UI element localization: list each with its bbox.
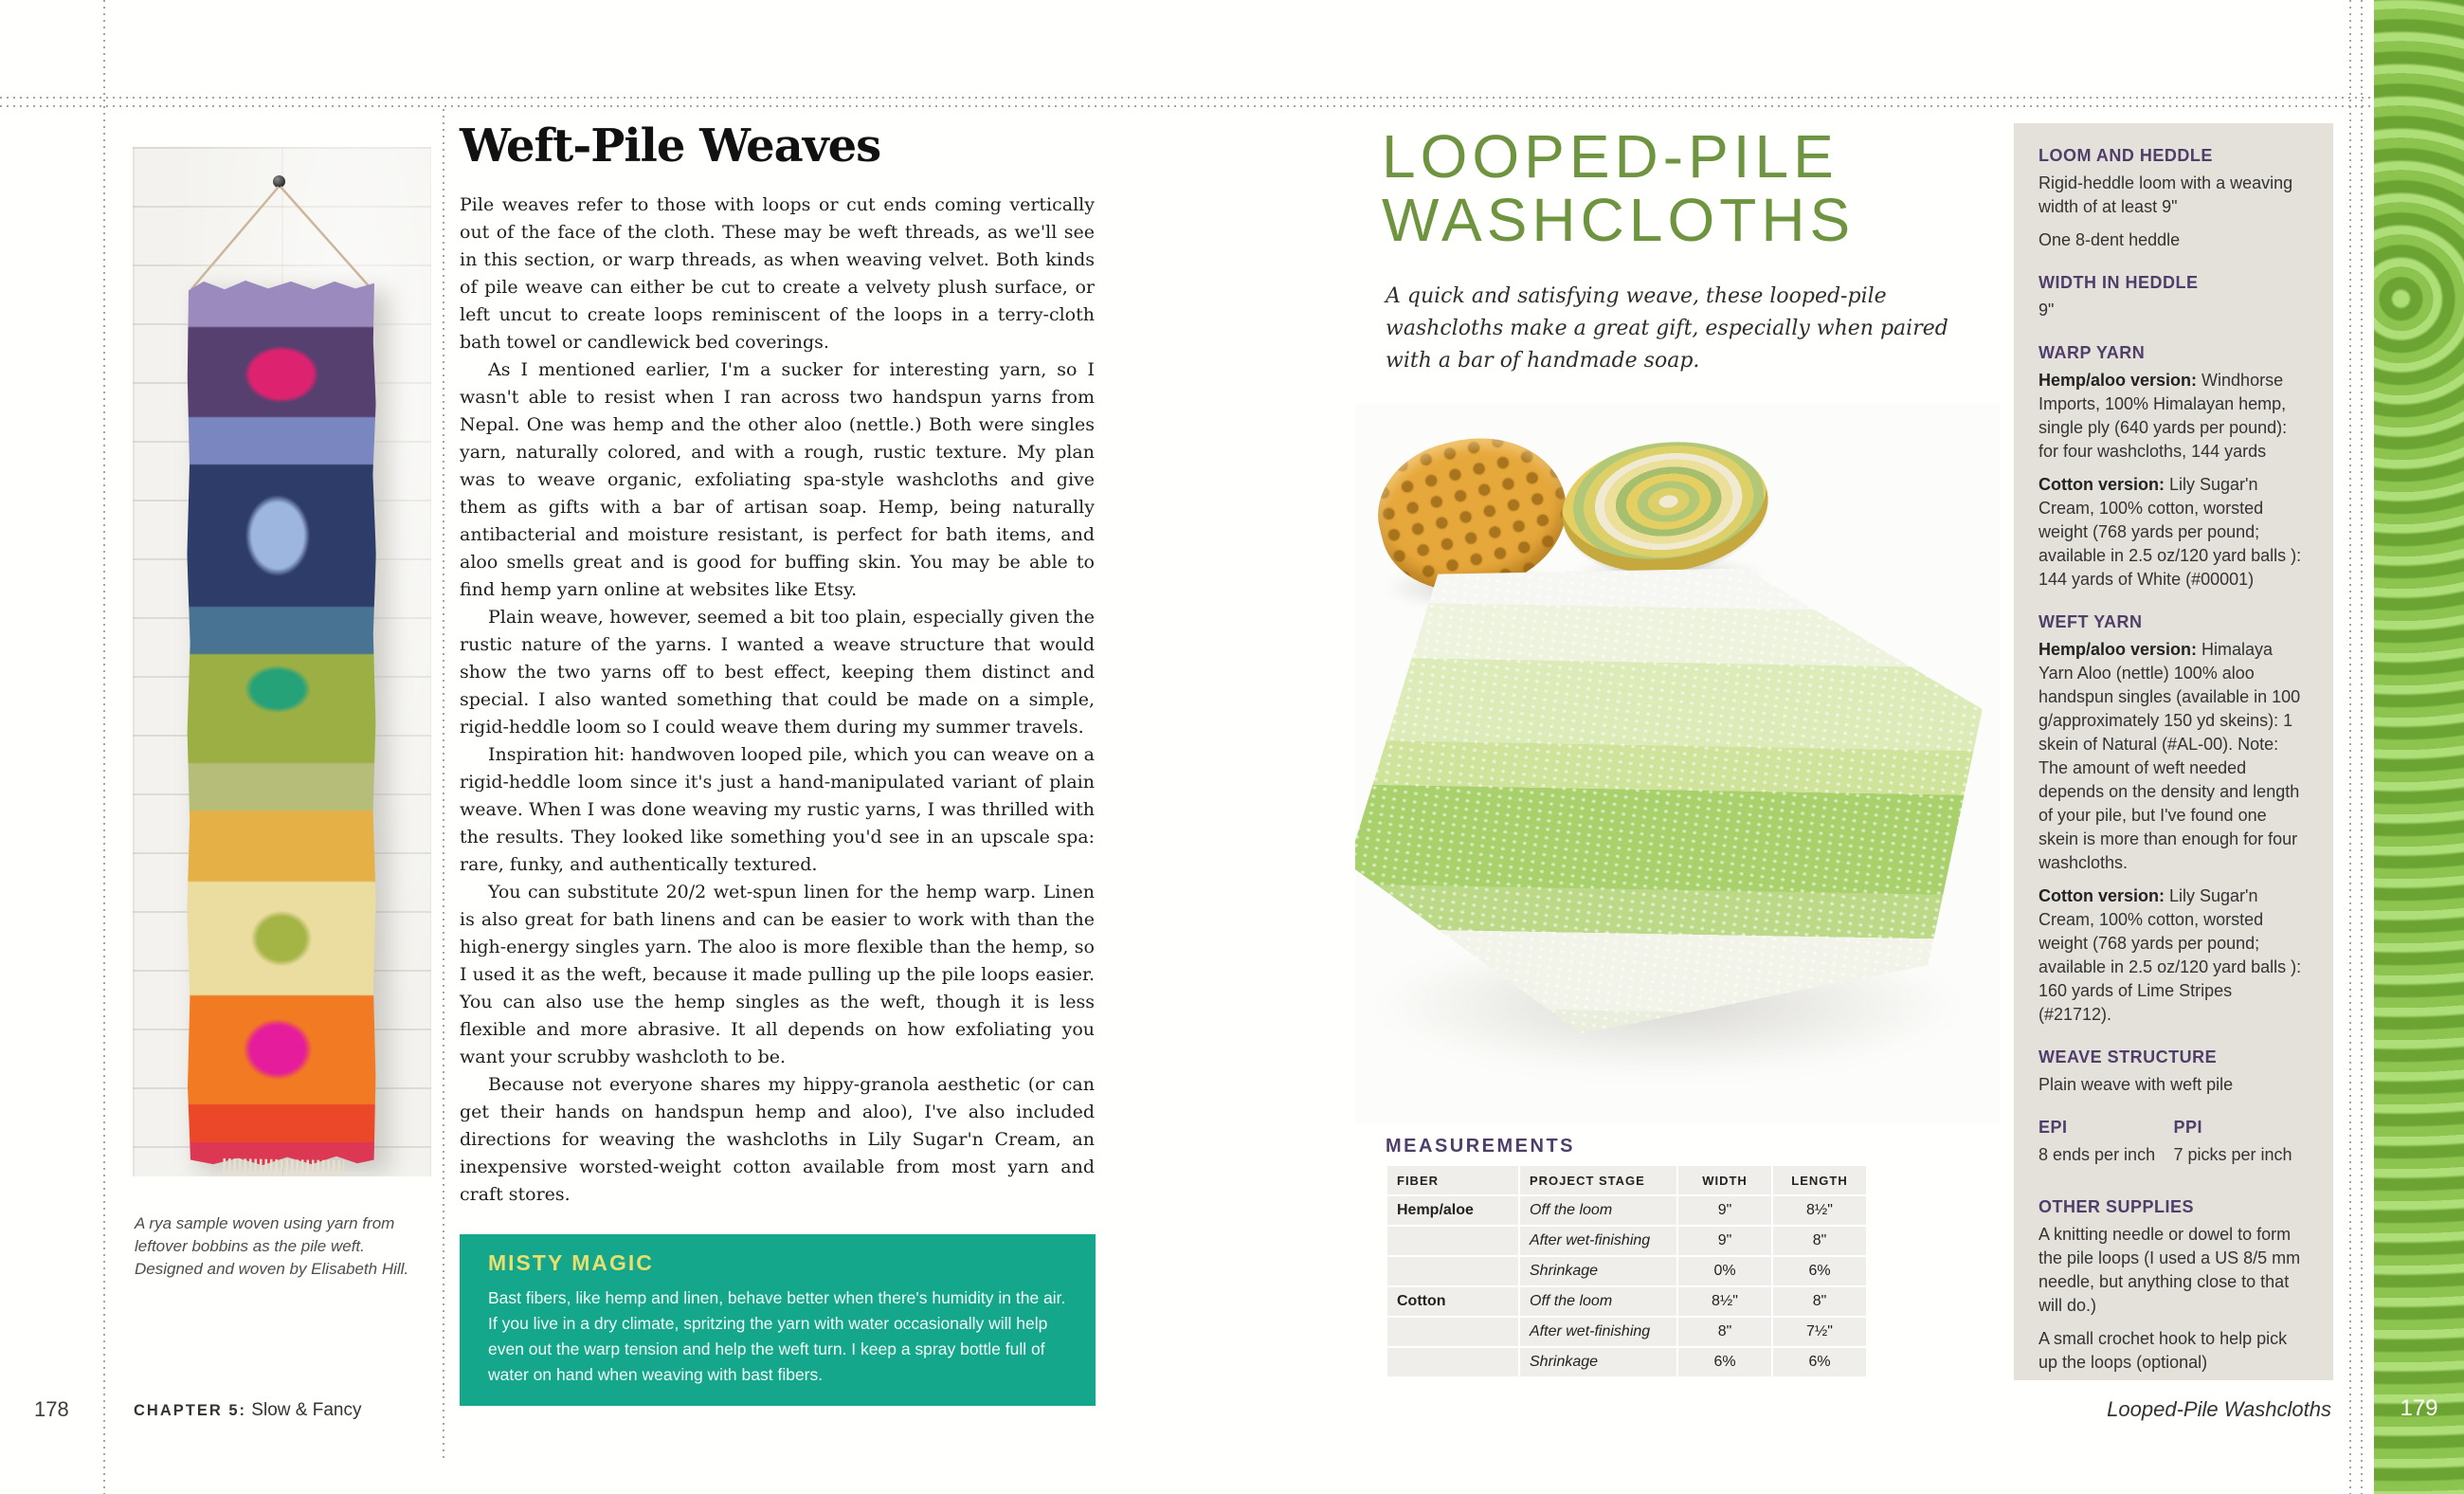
table-cell: 6% — [1773, 1257, 1866, 1285]
sidebar-text: 7 picks per inch — [2173, 1145, 2292, 1164]
photo-caption: A rya sample woven using yarn from leftover bobbins as the pile weft. Designed and woven by Elisabeth Hill. — [135, 1214, 409, 1278]
table-cell: 8" — [1773, 1227, 1866, 1255]
table-column-header: PROJECT STAGE — [1520, 1166, 1676, 1194]
guide-line-horizontal — [0, 97, 2464, 99]
project-title-line2: WASHCLOTHS — [1382, 186, 1856, 254]
table-cell: 7½" — [1773, 1318, 1866, 1346]
article — [460, 119, 1095, 1209]
article-paragraph: You can substitute 20/2 wet-spun linen for the hemp warp. Linen is also great for bath linens and can be easier to work with than the high-energy singles yarn. The aloo is more flexible than the hemp, so I used it as the weft, because it made pulling up the pile loops easier. You can also use the hemp singles as the weft, though it is less flexible and more abrasive. It all depends on how exfoliating you want your scrubby washcloth to be. — [460, 882, 1095, 1067]
table-row — [1387, 1348, 1866, 1376]
guide-line-horizontal — [0, 105, 2464, 107]
table-cell — [1387, 1257, 1518, 1285]
sidebar-pair-column — [2174, 1118, 2310, 1176]
sidebar-heading: LOOM AND HEDDLE — [2038, 146, 2213, 165]
page-number-right: 179 — [2400, 1395, 2438, 1421]
sidebar-text: Hemp/aloo version: Windhorse Imports, 100% Himalayan hemp, single ply (640 yards per pound): for four washcloths, 144 yards — [2038, 371, 2288, 461]
knit-texture-strip — [2374, 0, 2464, 1494]
sidebar-heading: WARP YARN — [2038, 343, 2146, 362]
table-cell: 6% — [1773, 1348, 1866, 1376]
guide-line-vertical — [2361, 0, 2363, 1494]
table-row — [1387, 1196, 1866, 1225]
table-cell — [1387, 1318, 1518, 1346]
table-cell: 8" — [1678, 1318, 1771, 1346]
guide-line-vertical — [443, 109, 444, 1460]
guide-line-vertical — [2349, 0, 2351, 1494]
sidebar-text: 8 ends per inch — [2038, 1145, 2156, 1164]
sidebar-heading: EPI — [2038, 1118, 2068, 1137]
sidebar-text: Cotton version: Lily Sugar'n Cream, 100% cotton, worsted weight (768 yards per pound; available in 2.5 oz/120 yard balls ): 144 yards of White (#00001) — [2038, 475, 2302, 589]
table-cell: Cotton — [1387, 1287, 1518, 1316]
sidebar-text: Rigid-heddle loom with a weaving width of at least 9" — [2038, 173, 2293, 216]
tip-callout — [460, 1234, 1096, 1406]
callout-body: Bast fibers, like hemp and linen, behave better when there's humidity in the air. If you live in a dry climate, spritzing the yarn with water occasionally will help even out the warp tension and help the weft turn. I keep a spray bottle full of water on hand when weaving with bast fibers. — [488, 1288, 1066, 1384]
article-body — [460, 191, 1095, 1209]
project-title — [1382, 122, 1856, 254]
epi-ppi-row — [2038, 1118, 2309, 1176]
project-title-line1: LOOPED-PILE — [1382, 122, 1839, 191]
table-row — [1387, 1318, 1866, 1346]
sidebar-section — [2038, 273, 2309, 322]
table-cell: 0% — [1678, 1257, 1771, 1285]
table-column-header: LENGTH — [1773, 1166, 1866, 1194]
table-row — [1387, 1227, 1866, 1255]
table-cell — [1387, 1227, 1518, 1255]
sidebar-section — [2038, 343, 2309, 592]
sidebar-heading: WEFT YARN — [2038, 612, 2143, 631]
table-row — [1387, 1287, 1866, 1316]
table-header-row — [1387, 1166, 1866, 1194]
sidebar-section — [2038, 1048, 2309, 1097]
sidebar-text: Hemp/aloo version: Himalaya Yarn Aloo (nettle) 100% aloo handspun singles (available in 100 g/approximately 150 yd skeins): 1 skein of Natural (#AL-00). Note: The amount of weft needed depends on the density and length of your pile, but I've found one skein is more than enough for four washcloths. — [2038, 640, 2301, 872]
sidebar-text: One 8-dent heddle — [2038, 230, 2181, 249]
article-title: Weft-Pile Weaves — [460, 119, 881, 173]
running-footer-left — [134, 1400, 361, 1421]
table-row — [1387, 1257, 1866, 1285]
table-cell: 8" — [1773, 1287, 1866, 1316]
table-body — [1387, 1196, 1866, 1376]
table-cell: After wet-finishing — [1520, 1318, 1676, 1346]
table-cell: Shrinkage — [1520, 1257, 1676, 1285]
sidebar-text: Plain weave with weft pile — [2038, 1075, 2234, 1094]
sidebar-heading: WEAVE STRUCTURE — [2038, 1048, 2218, 1066]
sidebar-heading: WIDTH IN HEDDLE — [2038, 273, 2199, 292]
sidebar-section — [2038, 612, 2309, 1027]
project-subtitle: A quick and satisfying weave, these looped-pile washcloths make a great gift, especially when paired with a bar of handmade soap. — [1386, 284, 1948, 373]
table-cell: 9" — [1678, 1196, 1771, 1225]
table-cell — [1387, 1348, 1518, 1376]
article-paragraph: Plain weave, however, seemed a bit too plain, especially given the rustic nature of the yarns. I wanted a weave structure that would show the two yarns off to best effect, keeping them distinct and special. I also wanted something that could be made on a simple, rigid-heddle loom so I could weave them during my summer travels. — [460, 607, 1095, 738]
rya-sample-photo — [133, 147, 431, 1176]
sidebar-text: A knitting needle or dowel to form the pile loops (I used a US 8/5 mm needle, but anything close to that will do.) — [2038, 1225, 2301, 1315]
table-cell: Shrinkage — [1520, 1348, 1676, 1376]
sidebar-section — [2038, 1118, 2309, 1176]
rya-weaving — [187, 280, 376, 1166]
project-sidebar — [2014, 123, 2333, 1380]
article-paragraph: As I mentioned earlier, I'm a sucker for interesting yarn, so I wasn't able to resist when I ran across two handspun yarns from Nepal. One was hemp and the other aloo (nettle.) Both were singles yarn, naturally colored, and with a rough, rustic texture. My plan was to weave organic, exfoliating spa-style washcloths and give them as gifts with a bar of artisan soap. Hemp, being naturally antibacterial and moisture resistant, is perfect for bath items, and aloo smells great and is good for buffing skin. You may be able to find hemp yarn online at websites like Etsy. — [460, 359, 1095, 600]
measurements-heading: MEASUREMENTS — [1386, 1136, 1576, 1157]
sidebar-text: A small crochet hook to help pick up the loops (optional) — [2038, 1329, 2288, 1372]
table-cell: 8½" — [1773, 1196, 1866, 1225]
table-column-header: WIDTH — [1678, 1166, 1771, 1194]
sidebar-text: Cotton version: Lily Sugar'n Cream, 100% cotton, worsted weight (768 yards per pound; available in 2.5 oz/120 yard balls ): 160 yards of Lime Stripes (#21712). — [2038, 886, 2302, 1024]
sidebar-heading: OTHER SUPPLIES — [2038, 1197, 2195, 1216]
table-cell: 8½" — [1678, 1287, 1771, 1316]
washcloth-photo — [1355, 403, 2000, 1123]
table-cell: After wet-finishing — [1520, 1227, 1676, 1255]
table-column-header: FIBER — [1387, 1166, 1518, 1194]
article-paragraph: Pile weaves refer to those with loops or cut ends coming vertically out of the face of the cloth. These may be weft threads, as we'll see in this section, or warp threads, as when weaving velvet. Both kinds of pile weave can either be cut to create a velvety plush surface, or left uncut to create loops reminiscent of the loops in a terry-cloth bath towel or candlewick bed coverings. — [460, 194, 1095, 353]
chapter-title: Slow & Fancy — [246, 1400, 362, 1420]
table-cell: Off the loom — [1520, 1196, 1676, 1225]
article-paragraph: Inspiration hit: handwoven looped pile, which you can weave on a rigid-heddle loom since it's just a hand-manipulated variant of plain weave. When I was done weaving my rustic yarns, I was thrilled with the results. They looked like something you'd see in an upscale spa: rare, funky, and authentically textured. — [460, 744, 1095, 875]
sidebar-section — [2038, 1197, 2309, 1375]
page-number-left: 178 — [34, 1397, 69, 1421]
callout-title: MISTY MAGIC — [488, 1250, 654, 1275]
chapter-label: CHAPTER 5: — [134, 1402, 247, 1419]
sidebar-text: 9" — [2038, 301, 2055, 319]
table-cell: Off the loom — [1520, 1287, 1676, 1316]
table-cell: 9" — [1678, 1227, 1771, 1255]
table-cell: Hemp/aloe — [1387, 1196, 1518, 1225]
sidebar-section — [2038, 146, 2309, 252]
table-cell: 6% — [1678, 1348, 1771, 1376]
measurements-table — [1386, 1164, 1868, 1378]
running-footer-right: Looped-Pile Washcloths — [2107, 1397, 2331, 1421]
guide-line-vertical — [103, 0, 105, 1494]
sidebar-pair-column — [2038, 1118, 2174, 1176]
article-paragraph: Because not everyone shares my hippy-granola aesthetic (or can get their hands on handspun hemp and aloo), I've also included directions for weaving the washcloths in Lily Sugar'n Cream, an inexpensive worsted-weight cotton available from most yarn and craft stores. — [460, 1074, 1095, 1205]
sidebar-heading: PPI — [2173, 1118, 2203, 1137]
weaving-fringe — [223, 1158, 345, 1176]
